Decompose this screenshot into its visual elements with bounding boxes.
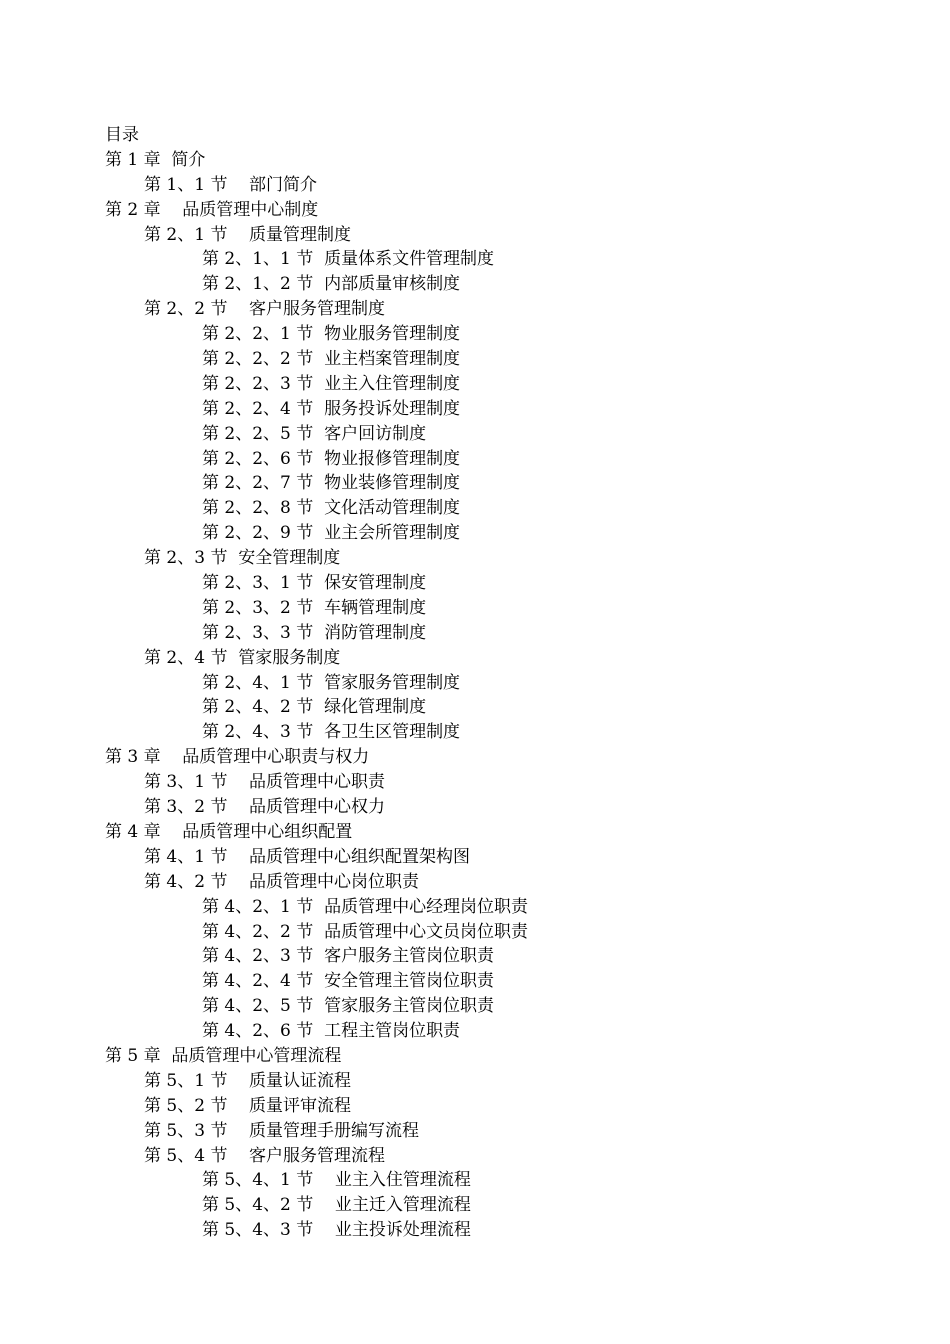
toc-section-entry[interactable]: 第 4、2 节 品质管理中心岗位职责	[144, 871, 420, 892]
toc-chapter-entry[interactable]: 第 4 章 品质管理中心组织配置	[105, 821, 353, 842]
toc-section-entry[interactable]: 第 5、2 节 质量评审流程	[144, 1095, 352, 1116]
toc-section-entry[interactable]: 第 5、4 节 客户服务管理流程	[144, 1145, 386, 1166]
toc-subsection-entry[interactable]: 第 4、2、2 节 品质管理中心文员岗位职责	[202, 921, 529, 942]
toc-subsection-entry[interactable]: 第 2、2、9 节 业主会所管理制度	[202, 523, 461, 544]
toc-subsection-entry[interactable]: 第 2、2、5 节 客户回访制度	[202, 423, 427, 444]
toc-subsection-entry[interactable]: 第 5、4、1 节 业主入住管理流程	[202, 1170, 471, 1191]
toc-subsection-entry[interactable]: 第 2、4、2 节 绿化管理制度	[202, 697, 427, 718]
toc-entries	[0, 148, 950, 1243]
toc-subsection-entry[interactable]: 第 2、2、3 节 业主入住管理制度	[202, 373, 461, 394]
toc-subsection-entry[interactable]: 第 2、2、4 节 服务投诉处理制度	[202, 398, 461, 419]
toc-subsection-entry[interactable]: 第 2、3、2 节 车辆管理制度	[202, 597, 427, 618]
toc-subsection-entry[interactable]: 第 4、2、1 节 品质管理中心经理岗位职责	[202, 896, 529, 917]
toc-subsection-entry[interactable]: 第 2、2、2 节 业主档案管理制度	[202, 349, 461, 370]
toc-subsection-entry[interactable]: 第 4、2、3 节 客户服务主管岗位职责	[202, 946, 495, 967]
toc-section-entry[interactable]: 第 3、1 节 品质管理中心职责	[144, 772, 386, 793]
toc-subsection-entry[interactable]: 第 4、2、5 节 管家服务主管岗位职责	[202, 996, 495, 1017]
toc-section-entry[interactable]: 第 4、1 节 品质管理中心组织配置架构图	[144, 846, 471, 867]
toc-subsection-entry[interactable]: 第 5、4、2 节 业主迁入管理流程	[202, 1195, 471, 1216]
toc-section-entry[interactable]: 第 5、3 节 质量管理手册编写流程	[144, 1120, 420, 1141]
toc-subsection-entry[interactable]: 第 2、1、1 节 质量体系文件管理制度	[202, 249, 495, 270]
toc-section-entry[interactable]: 第 2、2 节 客户服务管理制度	[144, 299, 386, 320]
toc-subsection-entry[interactable]: 第 2、1、2 节 内部质量审核制度	[202, 274, 461, 295]
toc-section-entry[interactable]: 第 2、1 节 质量管理制度	[144, 224, 352, 245]
toc-subsection-entry[interactable]: 第 2、2、1 节 物业服务管理制度	[202, 324, 461, 345]
toc-chapter-entry[interactable]: 第 2 章 品质管理中心制度	[105, 199, 319, 220]
toc-subsection-entry[interactable]: 第 2、4、1 节 管家服务管理制度	[202, 672, 461, 693]
toc-subsection-entry[interactable]: 第 2、3、3 节 消防管理制度	[202, 622, 427, 643]
toc	[0, 123, 950, 1243]
toc-chapter-entry[interactable]: 第 1 章 简介	[105, 149, 206, 170]
toc-subsection-entry[interactable]: 第 4、2、4 节 安全管理主管岗位职责	[202, 971, 495, 992]
toc-subsection-entry[interactable]: 第 2、2、8 节 文化活动管理制度	[202, 498, 461, 519]
toc-subsection-entry[interactable]: 第 2、4、3 节 各卫生区管理制度	[202, 722, 461, 743]
toc-section-entry[interactable]: 第 1、1 节 部门简介	[144, 174, 318, 195]
toc-title: 目录	[105, 125, 139, 145]
toc-section-entry[interactable]: 第 5、1 节 质量认证流程	[144, 1070, 352, 1091]
toc-subsection-entry[interactable]: 第 5、4、3 节 业主投诉处理流程	[202, 1220, 471, 1241]
toc-subsection-entry[interactable]: 第 2、3、1 节 保安管理制度	[202, 573, 427, 594]
toc-chapter-entry[interactable]: 第 5 章 品质管理中心管理流程	[105, 1045, 342, 1066]
toc-subsection-entry[interactable]: 第 2、2、7 节 物业装修管理制度	[202, 473, 461, 494]
toc-subsection-entry[interactable]: 第 4、2、6 节 工程主管岗位职责	[202, 1021, 461, 1042]
toc-chapter-entry[interactable]: 第 3 章 品质管理中心职责与权力	[105, 747, 370, 768]
toc-subsection-entry[interactable]: 第 2、2、6 节 物业报修管理制度	[202, 448, 461, 469]
toc-section-entry[interactable]: 第 2、4 节 管家服务制度	[144, 647, 341, 668]
toc-section-entry[interactable]: 第 3、2 节 品质管理中心权力	[144, 797, 386, 818]
toc-section-entry[interactable]: 第 2、3 节 安全管理制度	[144, 548, 341, 569]
